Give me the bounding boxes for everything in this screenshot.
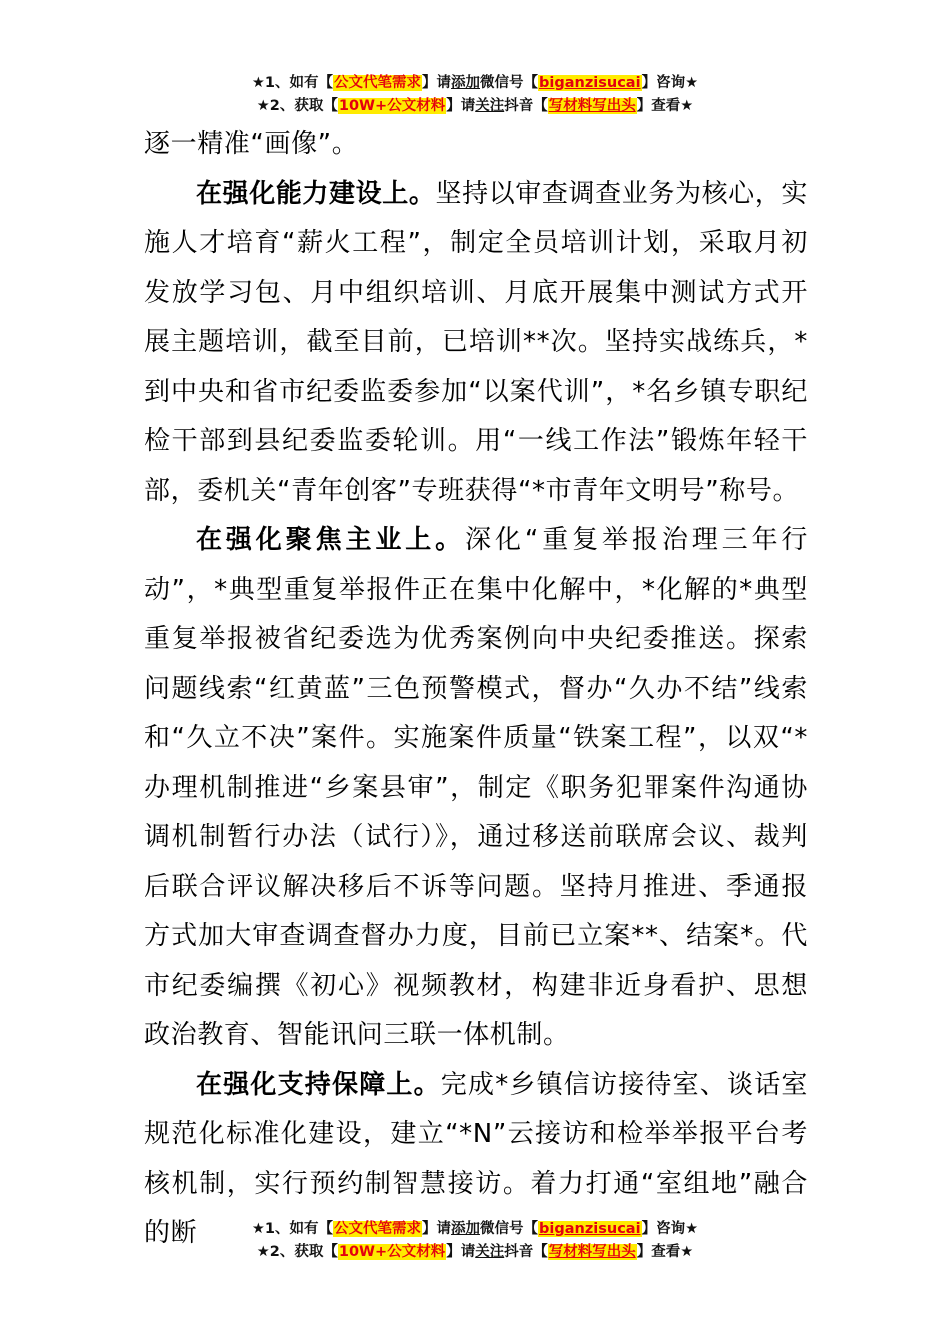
banner-text: 】请 <box>446 98 476 114</box>
paragraph-capacity-building <box>144 170 808 517</box>
banner-keyword: 添加 <box>451 1221 481 1237</box>
banner-text: 】请 <box>446 1244 476 1260</box>
banner-line-2 <box>0 95 950 118</box>
paragraph-lead: 在强化聚焦主业上。 <box>196 525 466 555</box>
paragraph-body: 坚持以审查调查业务为核心，实施人才培育“薪火工程”，制定全员培训计划，采取月初发放学习包、月中组织培训、月底开展集中测试方式开展主题培训，截至目前，已培训**次。坚持实战练兵，*到中央和省市纪委监委参加“以案代训”，*名乡镇专职纪检干部到县纪委监委轮训。用“一线工作法”锻炼年轻干部，委机关“青年创客”专班获得“*市青年文明号”称号。 <box>144 178 808 506</box>
paragraph-lead: 在强化能力建设上。 <box>196 178 436 209</box>
banner-highlight: 写材料写出头 <box>548 98 636 114</box>
banner-line-2 <box>0 1241 950 1264</box>
banner-highlight: biganzisucai <box>539 1221 641 1237</box>
banner-line-1 <box>0 1218 950 1241</box>
banner-highlight: 公文代笔需求 <box>334 1221 422 1237</box>
footer-banner <box>0 1218 950 1264</box>
banner-line-1 <box>0 72 950 95</box>
paragraph-continuation: 逐一精准“画像”。 <box>144 129 359 159</box>
banner-highlight: 写材料写出头 <box>548 1244 636 1260</box>
banner-text: ★1、如有【 <box>251 1221 334 1237</box>
banner-text: ★2、获取【 <box>256 98 338 114</box>
header-banner <box>0 72 950 118</box>
banner-text: 】咨询★ <box>641 1221 699 1237</box>
banner-highlight: biganzisucai <box>539 75 641 91</box>
banner-keyword: 关注 <box>475 1244 505 1260</box>
banner-text: 】查看★ <box>636 1244 694 1260</box>
banner-text: ★2、获取【 <box>256 1244 338 1260</box>
paragraph-body: 深化“重复举报治理三年行动”，*典型重复举报件正在集中化解中，*化解的*典型重复举报被省纪委选为优秀案例向中央纪委推送。探索问题线索“红黄蓝”三色预警模式，督办“久办不结”线索和“久立不决”案件。实施案件质量“铁案工程”，以双“*办理机制推进“乡案县审”，制定《职务犯罪案件沟通协调机制暂行办法（试行）》，通过移送前联席会议、裁判后联合评议解决移后不诉等问题。坚持月推进、季通报方式加大审查调查督办力度，目前已立案**、结案*。代市纪委编撰《初心》视频教材，构建非近身看护、思想政治教育、智能讯问三联一体机制。 <box>144 525 809 1050</box>
paragraph-body: 完成*乡镇信访接待室、谈话室规范化标准化建设，建立“*N”云接访和检举举报平台考核机制，实行预约制智慧接访。着力打通“室组地”融合的断 <box>144 1069 808 1248</box>
banner-text: 】请 <box>422 75 452 91</box>
banner-keyword: 添加 <box>451 75 481 91</box>
banner-text: 微信号【 <box>480 75 539 91</box>
banner-highlight: 10W+公文材料 <box>338 1244 446 1260</box>
paragraph-lead: 在强化支持保障上。 <box>196 1069 441 1100</box>
banner-text: 】查看★ <box>636 98 694 114</box>
document-body <box>144 120 808 1259</box>
banner-highlight: 公文代笔需求 <box>334 75 422 91</box>
banner-highlight: 10W+公文材料 <box>338 98 446 114</box>
banner-text: 微信号【 <box>480 1221 539 1237</box>
banner-text: ★1、如有【 <box>251 75 334 91</box>
banner-text: 抖音【 <box>504 98 548 114</box>
banner-keyword: 关注 <box>475 98 505 114</box>
banner-text: 抖音【 <box>504 1244 548 1260</box>
banner-text: 】请 <box>422 1221 452 1237</box>
paragraph-main-business <box>144 516 808 1061</box>
banner-text: 】咨询★ <box>641 75 699 91</box>
